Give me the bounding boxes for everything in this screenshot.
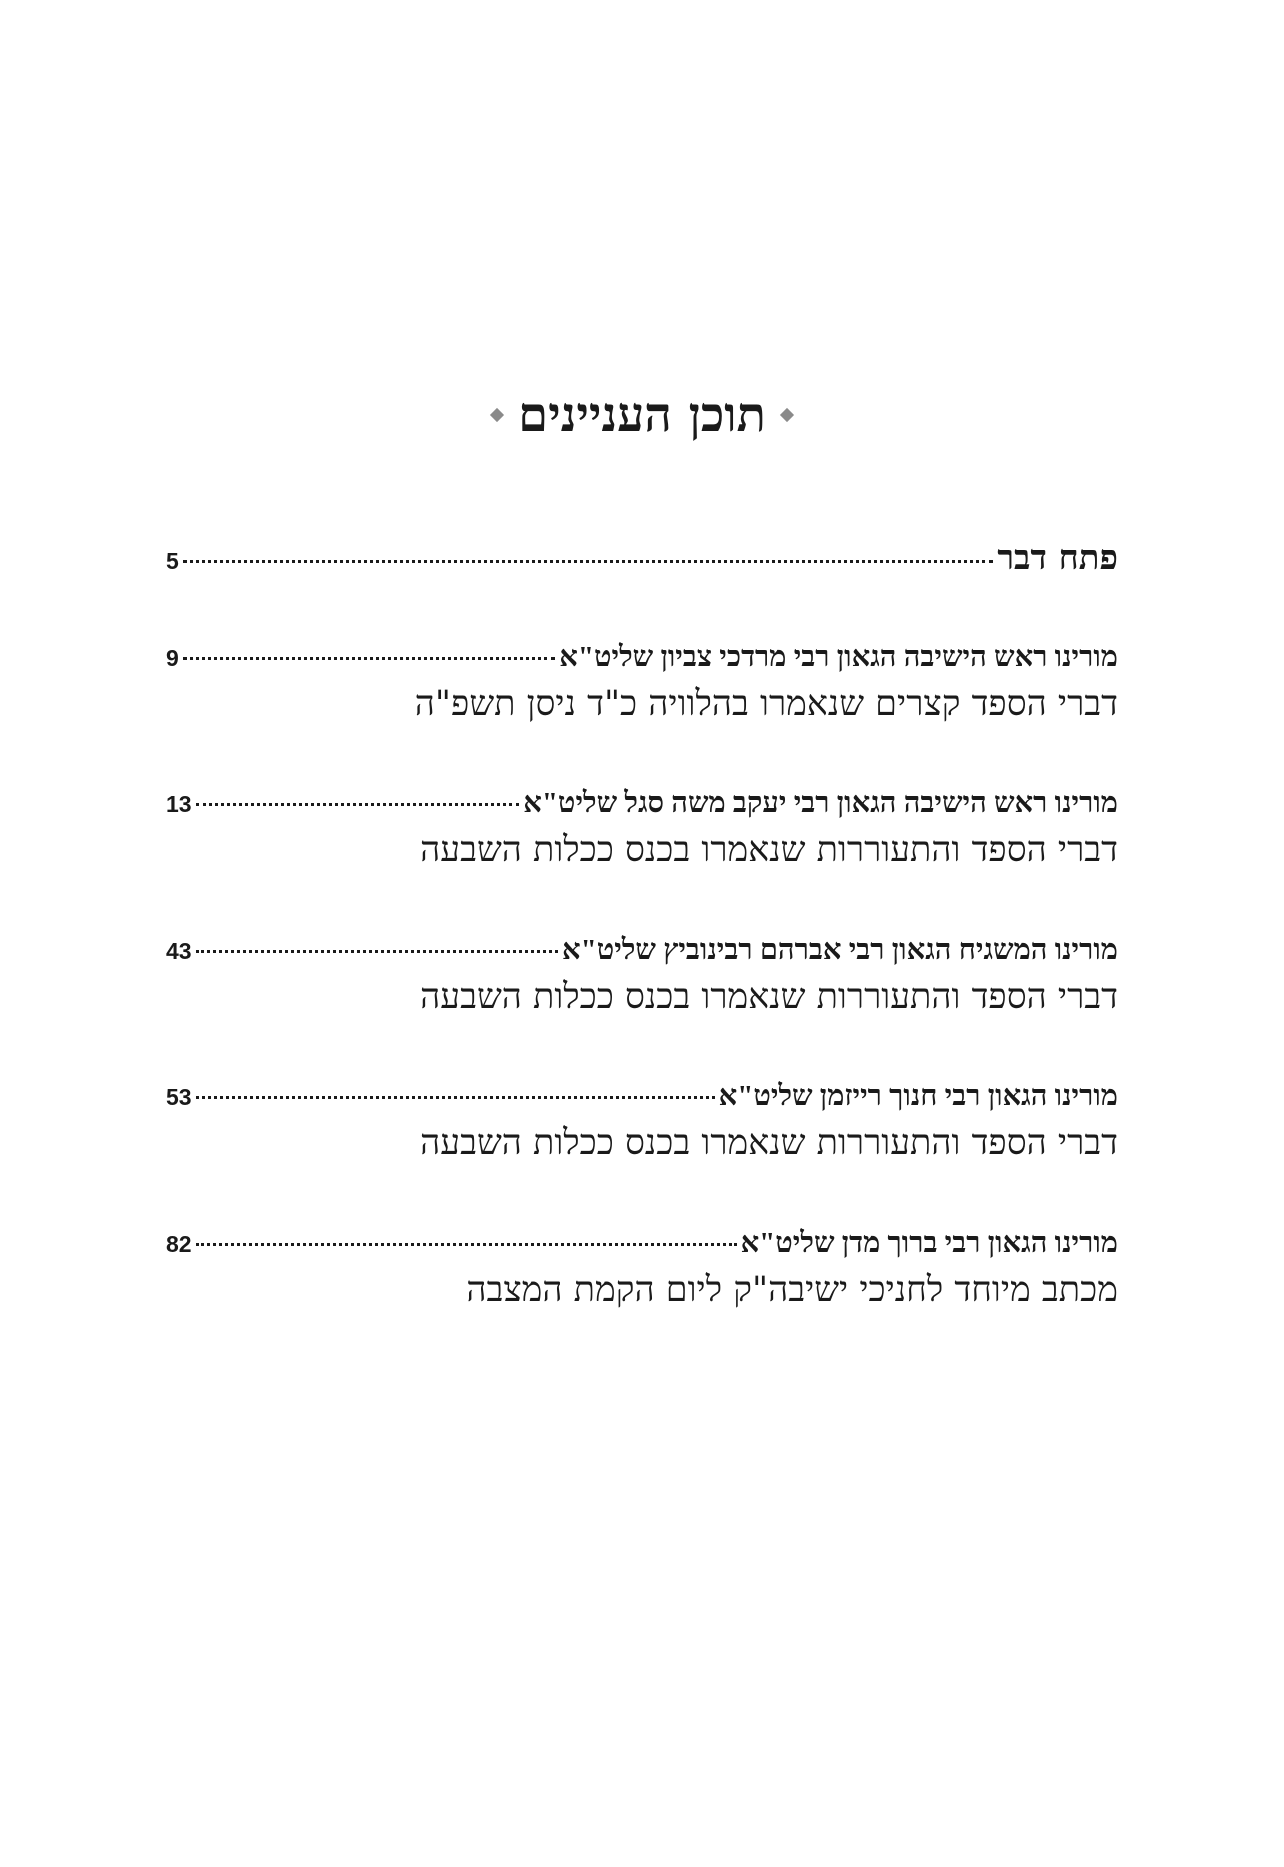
toc-page-number: 82 xyxy=(166,1231,192,1257)
toc-entry-preface[interactable] xyxy=(166,538,1118,578)
toc-entry-line xyxy=(166,538,1118,578)
toc-entry-author: מורינו ראש הישיבה הגאון רבי יעקב משה סגל שליט"א xyxy=(523,787,1118,819)
dot-leader xyxy=(196,950,558,953)
toc-entry-author: מורינו הגאון רבי חנוך רייזמן שליט"א xyxy=(718,1080,1118,1112)
toc-entry-line xyxy=(166,639,1118,675)
diamond-ornament-icon xyxy=(490,408,504,422)
toc-entry-line xyxy=(166,932,1118,968)
dot-leader xyxy=(196,1243,737,1246)
toc-entry-line xyxy=(166,785,1118,821)
toc-page-number: 5 xyxy=(166,548,179,574)
toc-entry-subtitle: דברי הספד והתעוררות שנאמרו בכנס ככלות השבעה xyxy=(420,977,1118,1017)
toc-page-number: 9 xyxy=(166,645,179,671)
dot-leader xyxy=(183,657,555,660)
dot-leader xyxy=(183,560,994,563)
toc-entry[interactable] xyxy=(166,785,1118,871)
toc-entry-author: מורינו הגאון רבי ברוך מדן שליט"א xyxy=(740,1227,1118,1259)
dot-leader xyxy=(196,1096,715,1099)
toc-entry-heading: פתח דבר xyxy=(997,538,1118,578)
toc-page-number: 43 xyxy=(166,938,192,964)
toc-entry-subtitle: דברי הספד והתעוררות שנאמרו בכנס ככלות השבעה xyxy=(420,1123,1118,1163)
toc-entry-subtitle: דברי הספד קצרים שנאמרו בהלוויה כ"ד ניסן תשפ"ה xyxy=(414,684,1118,724)
toc-entry[interactable] xyxy=(166,1078,1118,1164)
toc-entry-subtitle: מכתב מיוחד לחניכי ישיבה"ק ליום הקמת המצבה xyxy=(466,1270,1118,1310)
toc-entry-line xyxy=(166,1078,1118,1114)
toc-entry-author: מורינו ראש הישיבה הגאון רבי מרדכי צביון שליט"א xyxy=(559,641,1118,673)
toc-page-number: 13 xyxy=(166,791,192,817)
toc-entry[interactable] xyxy=(166,639,1118,725)
toc-entry-author: מורינו המשגיח הגאון רבי אברהם רבינוביץ שליט"א xyxy=(562,934,1118,966)
toc-entry[interactable] xyxy=(166,1225,1118,1311)
dot-leader xyxy=(196,803,520,806)
toc-entry-line xyxy=(166,1225,1118,1261)
page-title: תוכן העניינים xyxy=(518,387,766,443)
toc-entry[interactable] xyxy=(166,932,1118,1018)
toc-title-row xyxy=(0,385,1284,445)
toc-page-number: 53 xyxy=(166,1084,192,1110)
diamond-ornament-icon xyxy=(780,408,794,422)
toc-entry-subtitle: דברי הספד והתעוררות שנאמרו בכנס ככלות השבעה xyxy=(420,830,1118,870)
